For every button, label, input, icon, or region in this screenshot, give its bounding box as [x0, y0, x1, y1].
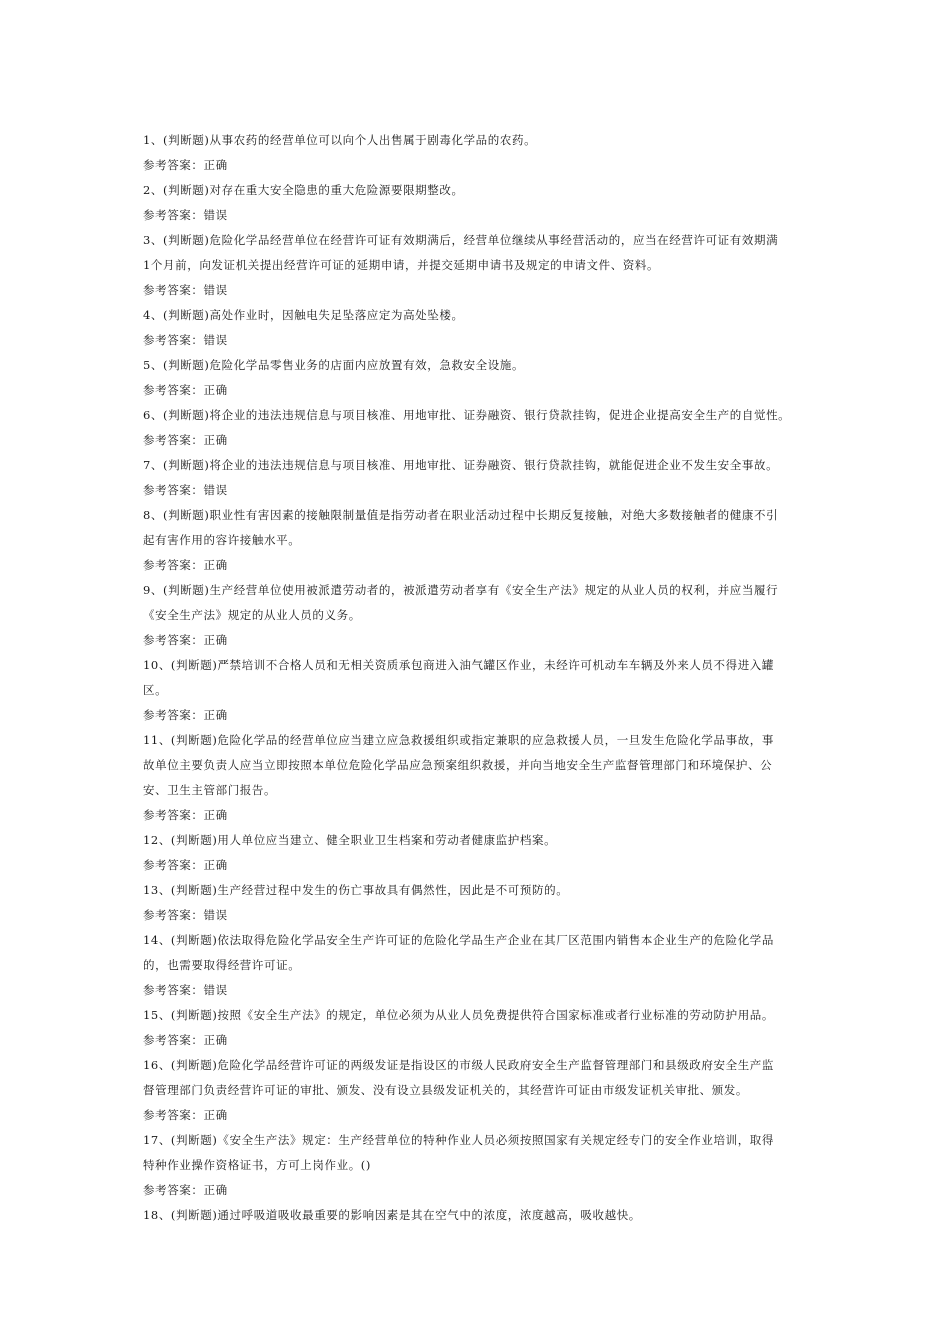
q14-text-line1: 14、(判断题)依法取得危险化学品安全生产许可证的危险化学品生产企业在其厂区范围内销售本企业生产的危险化学品	[143, 933, 774, 947]
q17-text-line2: 特种作业操作资格证书，方可上岗作业。()	[143, 1158, 371, 1172]
q4-text: 4、(判断题)高处作业时，因触电失足坠落应定为高处坠楼。	[143, 308, 464, 322]
q4-answer: 参考答案：错误	[143, 333, 228, 347]
q16-text-line1: 16、(判断题)危险化学品经营许可证的两级发证是指设区的市级人民政府安全生产监督管理部门和县级政府安全生产监	[143, 1058, 774, 1072]
q3-answer: 参考答案：错误	[143, 283, 228, 297]
q1-answer: 参考答案：正确	[143, 158, 228, 172]
q1-text: 1、(判断题)从事农药的经营单位可以向个人出售属于剧毒化学品的农药。	[143, 133, 537, 147]
q11-answer: 参考答案：正确	[143, 808, 228, 822]
q6-answer: 参考答案：正确	[143, 433, 228, 447]
q11-text-line1: 11、(判断题)危险化学品的经营单位应当建立应急救援组织或指定兼职的应急救援人员，一旦发生危险化学品事故，事	[143, 733, 774, 747]
q11-text-line3: 安、卫生主管部门报告。	[143, 783, 277, 797]
q14-answer: 参考答案：错误	[143, 983, 228, 997]
q9-answer: 参考答案：正确	[143, 633, 228, 647]
q7-answer: 参考答案：错误	[143, 483, 228, 497]
q15-text: 15、(判断题)按照《安全生产法》的规定，单位必须为从业人员免费提供符合国家标准或者行业标准的劳动防护用品。	[143, 1008, 774, 1022]
q3-text-line2: 1个月前，向发证机关提出经营许可证的延期申请，并提交延期申请书及规定的申请文件、资料。	[143, 258, 660, 272]
q2-text: 2、(判断题)对存在重大安全隐患的重大危险源要限期整改。	[143, 183, 464, 197]
q12-answer: 参考答案：正确	[143, 858, 228, 872]
q2-answer: 参考答案：错误	[143, 208, 228, 222]
q12-text: 12、(判断题)用人单位应当建立、健全职业卫生档案和劳动者健康监护档案。	[143, 833, 557, 847]
q5-answer: 参考答案：正确	[143, 383, 228, 397]
q9-text-line1: 9、(判断题)生产经营单位使用被派遣劳动者的，被派遣劳动者享有《安全生产法》规定的从业人员的权利，并应当履行	[143, 583, 779, 597]
q17-text-line1: 17、(判断题)《安全生产法》规定：生产经营单位的特种作业人员必须按照国家有关规定经专门的安全作业培训，取得	[143, 1133, 774, 1147]
q5-text: 5、(判断题)危险化学品零售业务的店面内应放置有效，急救安全设施。	[143, 358, 525, 372]
q18-text: 18、(判断题)通过呼吸道吸收最重要的影响因素是其在空气中的浓度，浓度越高，吸收越快。	[143, 1208, 641, 1222]
q3-text-line1: 3、(判断题)危险化学品经营单位在经营许可证有效期满后，经营单位继续从事经营活动的，应当在经营许可证有效期满	[143, 233, 779, 247]
document-body	[143, 128, 813, 1228]
q10-answer: 参考答案：正确	[143, 708, 228, 722]
q15-answer: 参考答案：正确	[143, 1033, 228, 1047]
q16-text-line2: 督管理部门负责经营许可证的审批、颁发、没有设立县级发证机关的，其经营许可证由市级发证机关审批、颁发。	[143, 1083, 748, 1097]
q6-text: 6、(判断题)将企业的违法违规信息与项目核准、用地审批、证券融资、银行贷款挂钩，促进企业提高安全生产的自觉性。	[143, 408, 791, 422]
q10-text-line1: 10、(判断题)严禁培训不合格人员和无相关资质承包商进入油气罐区作业，未经许可机动车车辆及外来人员不得进入罐	[143, 658, 774, 672]
q16-answer: 参考答案：正确	[143, 1108, 228, 1122]
q8-text-line1: 8、(判断题)职业性有害因素的接触限制量值是指劳动者在职业活动过程中长期反复接触，对绝大多数接触者的健康不引	[143, 508, 779, 522]
q7-text: 7、(判断题)将企业的违法违规信息与项目核准、用地审批、证券融资、银行贷款挂钩，就能促进企业不发生安全事故。	[143, 458, 779, 472]
q14-text-line2: 的，也需要取得经营许可证。	[143, 958, 301, 972]
q13-text: 13、(判断题)生产经营过程中发生的伤亡事故具有偶然性，因此是不可预防的。	[143, 883, 569, 897]
q13-answer: 参考答案：错误	[143, 908, 228, 922]
q17-answer: 参考答案：正确	[143, 1183, 228, 1197]
q11-text-line2: 故单位主要负责人应当立即按照本单位危险化学品应急预案组织救援，并向当地安全生产监督管理部门和环境保护、公	[143, 758, 773, 772]
q8-answer: 参考答案：正确	[143, 558, 228, 572]
q9-text-line2: 《安全生产法》规定的从业人员的义务。	[143, 608, 361, 622]
q8-text-line2: 起有害作用的容许接触水平。	[143, 533, 301, 547]
q10-text-line2: 区。	[143, 683, 168, 697]
